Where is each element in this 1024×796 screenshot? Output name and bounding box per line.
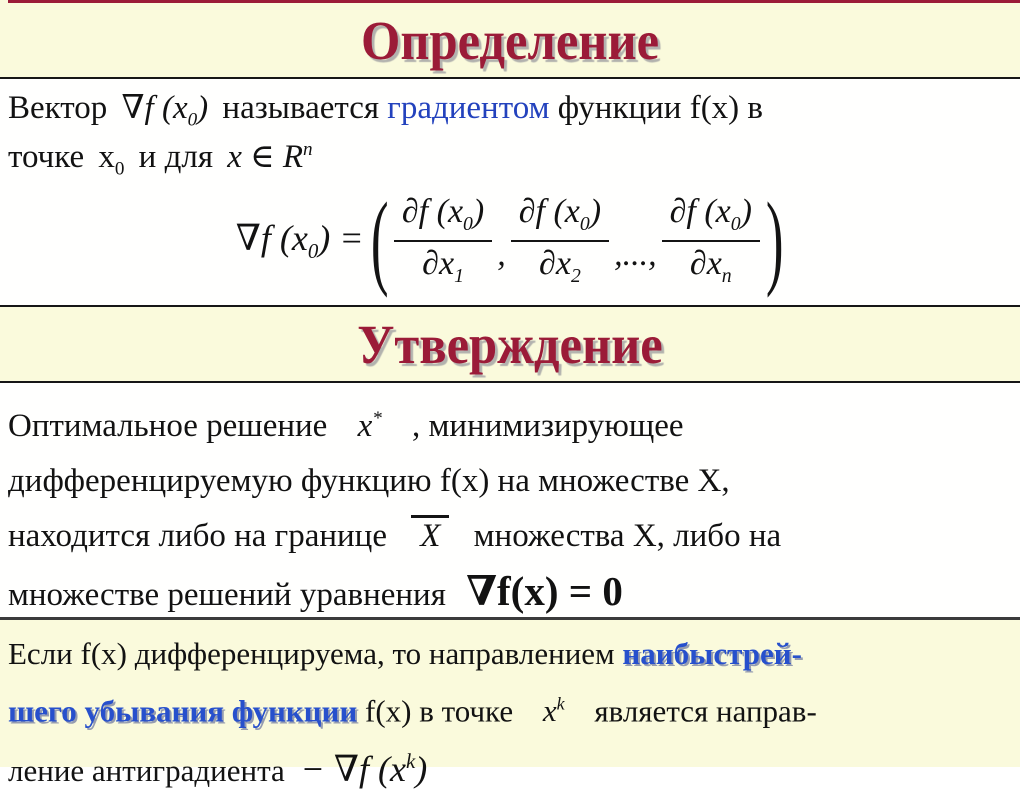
definition-line-1 [8,85,1012,134]
antigradient-math: − ∇f $(x^k)$ [300,749,428,790]
fraction-denominator: $\partial x_1$ [422,245,464,287]
fraction-denominator: $\partial x_2$ [539,245,581,287]
definition-title-band [0,3,1020,77]
text-of-function: функции f(x) в [557,90,764,126]
x-star-math: x* [357,408,382,444]
statement-section [0,383,1020,617]
text-solution-set: множестве решений уравнения [8,577,446,613]
text-fx-at-point: f(x) в точке [365,693,514,729]
text-antigradient: ление антиградиента [8,753,285,789]
statement-line-1 [8,391,1012,454]
fraction-numerator: ∂f $(x_0)$ [662,193,760,242]
formula-close-paren: ) [765,181,784,299]
gradient-formula [8,181,1012,299]
text-optimal-solution: Оптимальное решение [8,408,328,444]
partial-fraction-n [662,193,760,288]
text-and-for: и для [138,139,214,176]
corollary-line-1 [8,628,1012,679]
text-if-differentiable: Если f(x) дифференцируема, то направлением [8,636,615,671]
statement-line-3 [8,509,1012,564]
text-differentiable-function: дифференцируемую функцию f(x) на множестве X, [8,463,730,499]
gradient-term: градиентом [387,90,550,126]
text-called: называется [222,90,380,126]
x-in-rn-math: x ∈ $R^n$ [227,139,313,176]
formula-comma: , [497,235,506,273]
statement-heading: Утверждение [357,313,663,375]
partial-fraction-2 [511,193,609,288]
definition-heading: Определение [360,9,660,71]
text-minimizing: , минимизирующее [412,408,684,444]
fraction-denominator: $\partial x_n$ [689,245,732,287]
text-is-direction: является направ- [594,693,817,729]
formula-open-paren: ( [370,181,389,299]
statement-line-4 [8,564,1012,623]
statement-title-band [0,307,1020,381]
x-k-math: $x^k$ [542,693,565,729]
definition-line-2 [8,134,1012,183]
definition-paragraph [8,85,1012,183]
nabla-f-x0-math: ∇f $(x_0)$ [121,90,209,131]
statement-line-2 [8,454,1012,509]
definition-section [0,79,1020,305]
formula-lhs: ∇f $(x_0)$ = [235,218,364,264]
corollary-line-3 [8,736,1012,796]
fastest-descent-term-part2: шего убывания функции [8,693,358,729]
fastest-descent-term-part1: наибыстрей- [622,636,802,671]
nabla-zero-equation: ∇f(x) = 0 [466,568,623,614]
partial-fraction-1 [394,193,492,288]
x0-math: $x_0$ [98,139,125,180]
corollary-section [0,620,1020,796]
text-vector: Вектор [8,90,108,126]
x-bar-math: X [411,515,449,554]
text-point: точке [8,139,85,176]
fraction-numerator: ∂f $(x_0)$ [394,193,492,242]
text-located-on-boundary: находится либо на границе [8,518,387,554]
formula-ellipsis-comma: ,..., [614,235,657,273]
text-of-set-x: множества X, либо на [473,518,782,554]
corollary-line-2 [8,679,1012,736]
fraction-numerator: ∂f $(x_0)$ [511,193,609,242]
